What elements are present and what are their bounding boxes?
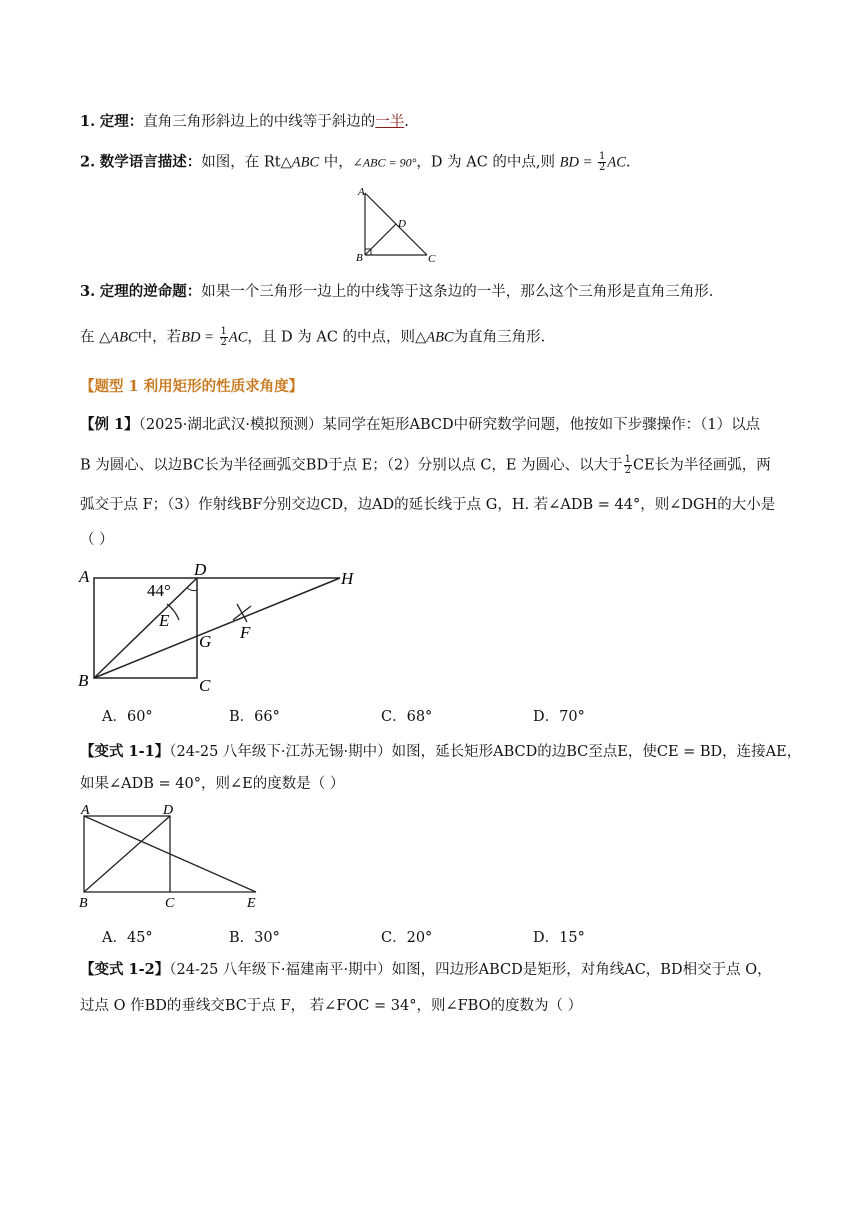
conv-frac-num: 1 [220,326,227,337]
example1-option-b[interactable]: B．66° [229,709,280,725]
conv-a: 在 [80,329,95,346]
example1-line4: （ ） [80,532,114,548]
frac-num: 1 [599,151,606,162]
conv-ac: AC [228,329,248,346]
conv-fraction [220,327,228,348]
fig2-angle-44: 44° [147,581,171,600]
fig1-label-c: C [428,253,436,265]
angle-abc: ∠ABC = 90° [352,155,417,170]
example1-option-c[interactable]: C．68° [381,709,433,725]
conv-d: 为直角三角形. [453,329,546,346]
triangle-symbol: △ [280,154,292,171]
example1-line3: 弧交于点 F；（3）作射线BF分别交边CD，边AD的延长线于点 G，H. 若∠ADB = 44°，则∠DGH的大小是 [80,497,776,513]
fig1-label-b: B [356,252,363,264]
theorem-end: . [404,114,409,130]
ex1-frac-den: 2 [624,465,632,476]
variant1-option-b[interactable]: B．30° [229,930,280,946]
example1-text2a: B 为圆心、以边BC长为半径画弧交BD于点 E；（2）分别以点 C，E 为圆心、以大于 [80,457,623,474]
example1-line2 [80,455,771,476]
fig2-label-b: B [78,671,89,690]
fig3-label-d: D [163,803,174,818]
math-desc-num: 2. [80,153,96,171]
fig2-label-h: H [341,569,354,588]
converse-num: 3. [80,283,96,300]
variant1-text1: （24-25 八年级下·江苏无锡·期中）如图，延长矩形ABCD的边BC至点E，使CE = BD，连接AE， [169,744,802,760]
example1-line1 [80,415,760,435]
theorem-highlight: 一半 [375,114,405,130]
variant1-line1 [80,742,801,762]
conv-bd: BD = [181,329,214,346]
variant2-line1 [80,960,772,980]
fig2-label-d: D [194,560,207,579]
type1-heading: 【题型 1 利用矩形的性质求角度】 [80,378,304,395]
bd-equation: BD = [559,154,593,171]
example1-text2b: CE长为半径画弧，两 [633,457,771,474]
variant1-line2: 如果∠ADB = 40°，则∠E的度数是（ ） [80,776,345,792]
fig2-label-e: E [159,611,170,630]
triangle-name: ABC [291,154,320,171]
fig3-label-e: E [247,896,256,911]
example1-option-a[interactable]: A．60° [102,709,153,725]
converse-theorem-line [80,282,713,302]
math-desc-label: 数学语言描述： [99,153,202,171]
variant1-option-d[interactable]: D．15° [533,930,585,946]
conv-b: 中，若 [137,329,182,346]
conv-frac-den: 2 [220,337,227,348]
fig2-label-f: F [240,623,251,642]
converse-text: 如果一个三角形一边上的中线等于这条边的一半，那么这个三角形是直角三角形. [201,284,714,300]
example1-option-d[interactable]: D．70° [533,709,585,725]
math-desc-text-c: ，D 为 AC 的中点,则 [416,154,560,171]
converse-statement-line [80,327,545,348]
conv-c: ，且 D 为 AC 的中点，则 [247,329,416,346]
fig1-label-d: D [398,218,406,230]
right-triangle-figure [355,183,445,265]
fraction-half [598,152,606,173]
frac-den: 2 [599,162,606,173]
variant1-option-a[interactable]: A．45° [102,930,153,946]
variant2-label: 【变式 1-2】 [80,961,170,978]
variant2-line2: 过点 O 作BD的垂线交BC于点 F， 若∠FOC = 34°，则∠FBO的度数为（ ） [80,998,583,1014]
math-desc-text-a: 如图，在 Rt [201,154,281,171]
theorem-num: 1. [80,113,96,130]
theorem-label: 定理： [99,113,144,130]
variant1-label: 【变式 1-1】 [80,743,170,760]
example1-fraction [624,455,632,476]
example1-label: 【例 1】 [80,416,139,433]
theorem-text: 直角三角形斜边上的中线等于斜边的 [143,114,376,130]
math-desc-text-b: 中， [319,154,353,171]
ex1-frac-num: 1 [624,454,632,465]
fig3-label-b: B [79,896,88,911]
math-desc-end: . [625,154,631,171]
rectangle-extension-figure [75,800,275,915]
math-description-line [80,152,631,173]
conv-tri2: △ [415,329,427,346]
conv-tri: △ [99,329,111,346]
example1-text1: （2025·湖北武汉·模拟预测）某同学在矩形ABCD中研究数学问题，他按如下步骤操作：（1）以点 [138,417,761,433]
variant1-option-c[interactable]: C．20° [381,930,433,946]
fig1-label-a: A [358,186,365,198]
fig2-label-g: G [199,632,212,651]
conv-abc: ABC [110,329,138,346]
variant2-text1: （24-25 八年级下·福建南平·期中）如图，四边形ABCD是矩形，对角线AC，BD相交于点 O， [169,962,772,978]
ac-term: AC [607,154,626,171]
fig2-label-c: C [199,676,211,695]
fig2-label-a: A [79,567,90,586]
fig3-label-c: C [165,896,175,911]
fig3-label-a: A [81,803,90,818]
theorem-line [80,112,409,132]
converse-label: 定理的逆命题： [99,283,202,300]
rectangle-ray-figure [75,560,375,695]
conv-abc2: ABC [426,329,454,346]
